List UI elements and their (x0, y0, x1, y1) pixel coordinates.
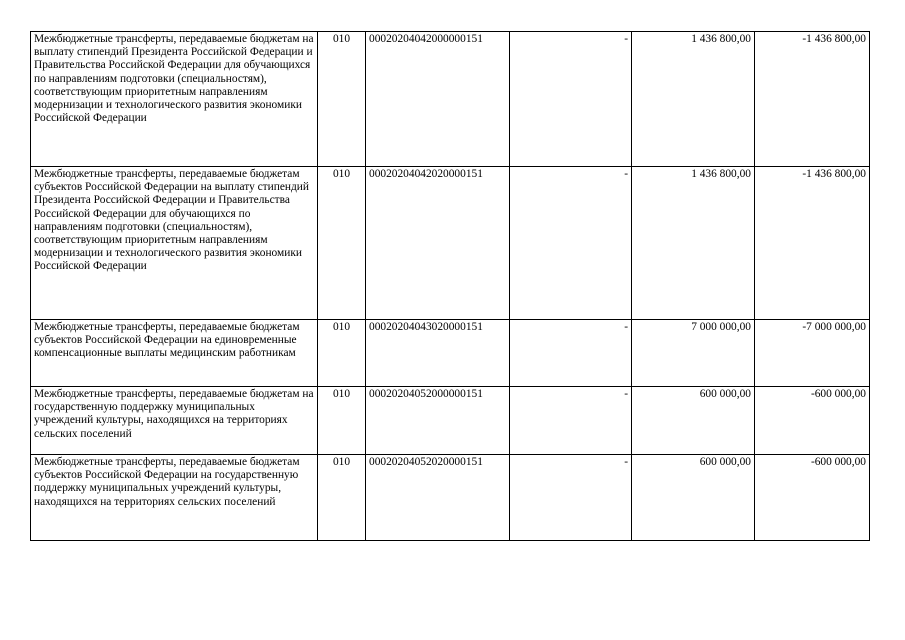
budget-income-table (30, 31, 870, 541)
row-executed-cell: 600 000,00 (632, 387, 755, 455)
row-name-cell: Межбюджетные трансферты, передаваемые бюджетам субъектов Российской Федерации на выплату стипендий Президента Российской Федерации и Правительства Российской Федерации для обучающихся по направлениям подготовки (специальностям), соответствующим приоритетным направлениям модернизации и технологического развития экономики Российской Федерации (31, 167, 318, 320)
row-plan-cell: - (510, 167, 632, 320)
row-income-code-cell: 00020204043020000151 (366, 320, 510, 387)
row-income-code-cell: 00020204052000000151 (366, 387, 510, 455)
row-remainder-cell: -600 000,00 (755, 455, 870, 541)
row-admin-code-cell: 010 (318, 320, 366, 387)
table-row (31, 387, 870, 455)
row-executed-cell: 1 436 800,00 (632, 167, 755, 320)
row-name-cell: Межбюджетные трансферты, передаваемые бюджетам на выплату стипендий Президента Российской Федерации и Правительства Российской Федерации для обучающихся по направлениям подготовки (специальностям), соответствующим приоритетным направлениям модернизации и технологического развития экономики Российской Федерации (31, 32, 318, 167)
row-income-code-cell: 00020204042000000151 (366, 32, 510, 167)
row-name-cell: Межбюджетные трансферты, передаваемые бюджетам на государственную поддержку муниципальных учреждений культуры, находящихся на территориях сельских поселений (31, 387, 318, 455)
row-remainder-cell: -7 000 000,00 (755, 320, 870, 387)
row-admin-code-cell: 010 (318, 387, 366, 455)
row-executed-cell: 7 000 000,00 (632, 320, 755, 387)
row-remainder-cell: -1 436 800,00 (755, 32, 870, 167)
table-row (31, 320, 870, 387)
row-admin-code-cell: 010 (318, 455, 366, 541)
row-admin-code-cell: 010 (318, 32, 366, 167)
row-plan-cell: - (510, 387, 632, 455)
row-executed-cell: 600 000,00 (632, 455, 755, 541)
row-remainder-cell: -600 000,00 (755, 387, 870, 455)
table-row (31, 455, 870, 541)
table-row (31, 167, 870, 320)
row-admin-code-cell: 010 (318, 167, 366, 320)
row-plan-cell: - (510, 455, 632, 541)
row-executed-cell: 1 436 800,00 (632, 32, 755, 167)
row-income-code-cell: 00020204052020000151 (366, 455, 510, 541)
row-income-code-cell: 00020204042020000151 (366, 167, 510, 320)
row-remainder-cell: -1 436 800,00 (755, 167, 870, 320)
row-name-cell: Межбюджетные трансферты, передаваемые бюджетам субъектов Российской Федерации на единовременные компенсационные выплаты медицинским работникам (31, 320, 318, 387)
row-name-cell: Межбюджетные трансферты, передаваемые бюджетам субъектов Российской Федерации на государственную поддержку муниципальных учреждений культуры, находящихся на территориях сельских поселений (31, 455, 318, 541)
row-plan-cell: - (510, 320, 632, 387)
table-row (31, 32, 870, 167)
row-plan-cell: - (510, 32, 632, 167)
